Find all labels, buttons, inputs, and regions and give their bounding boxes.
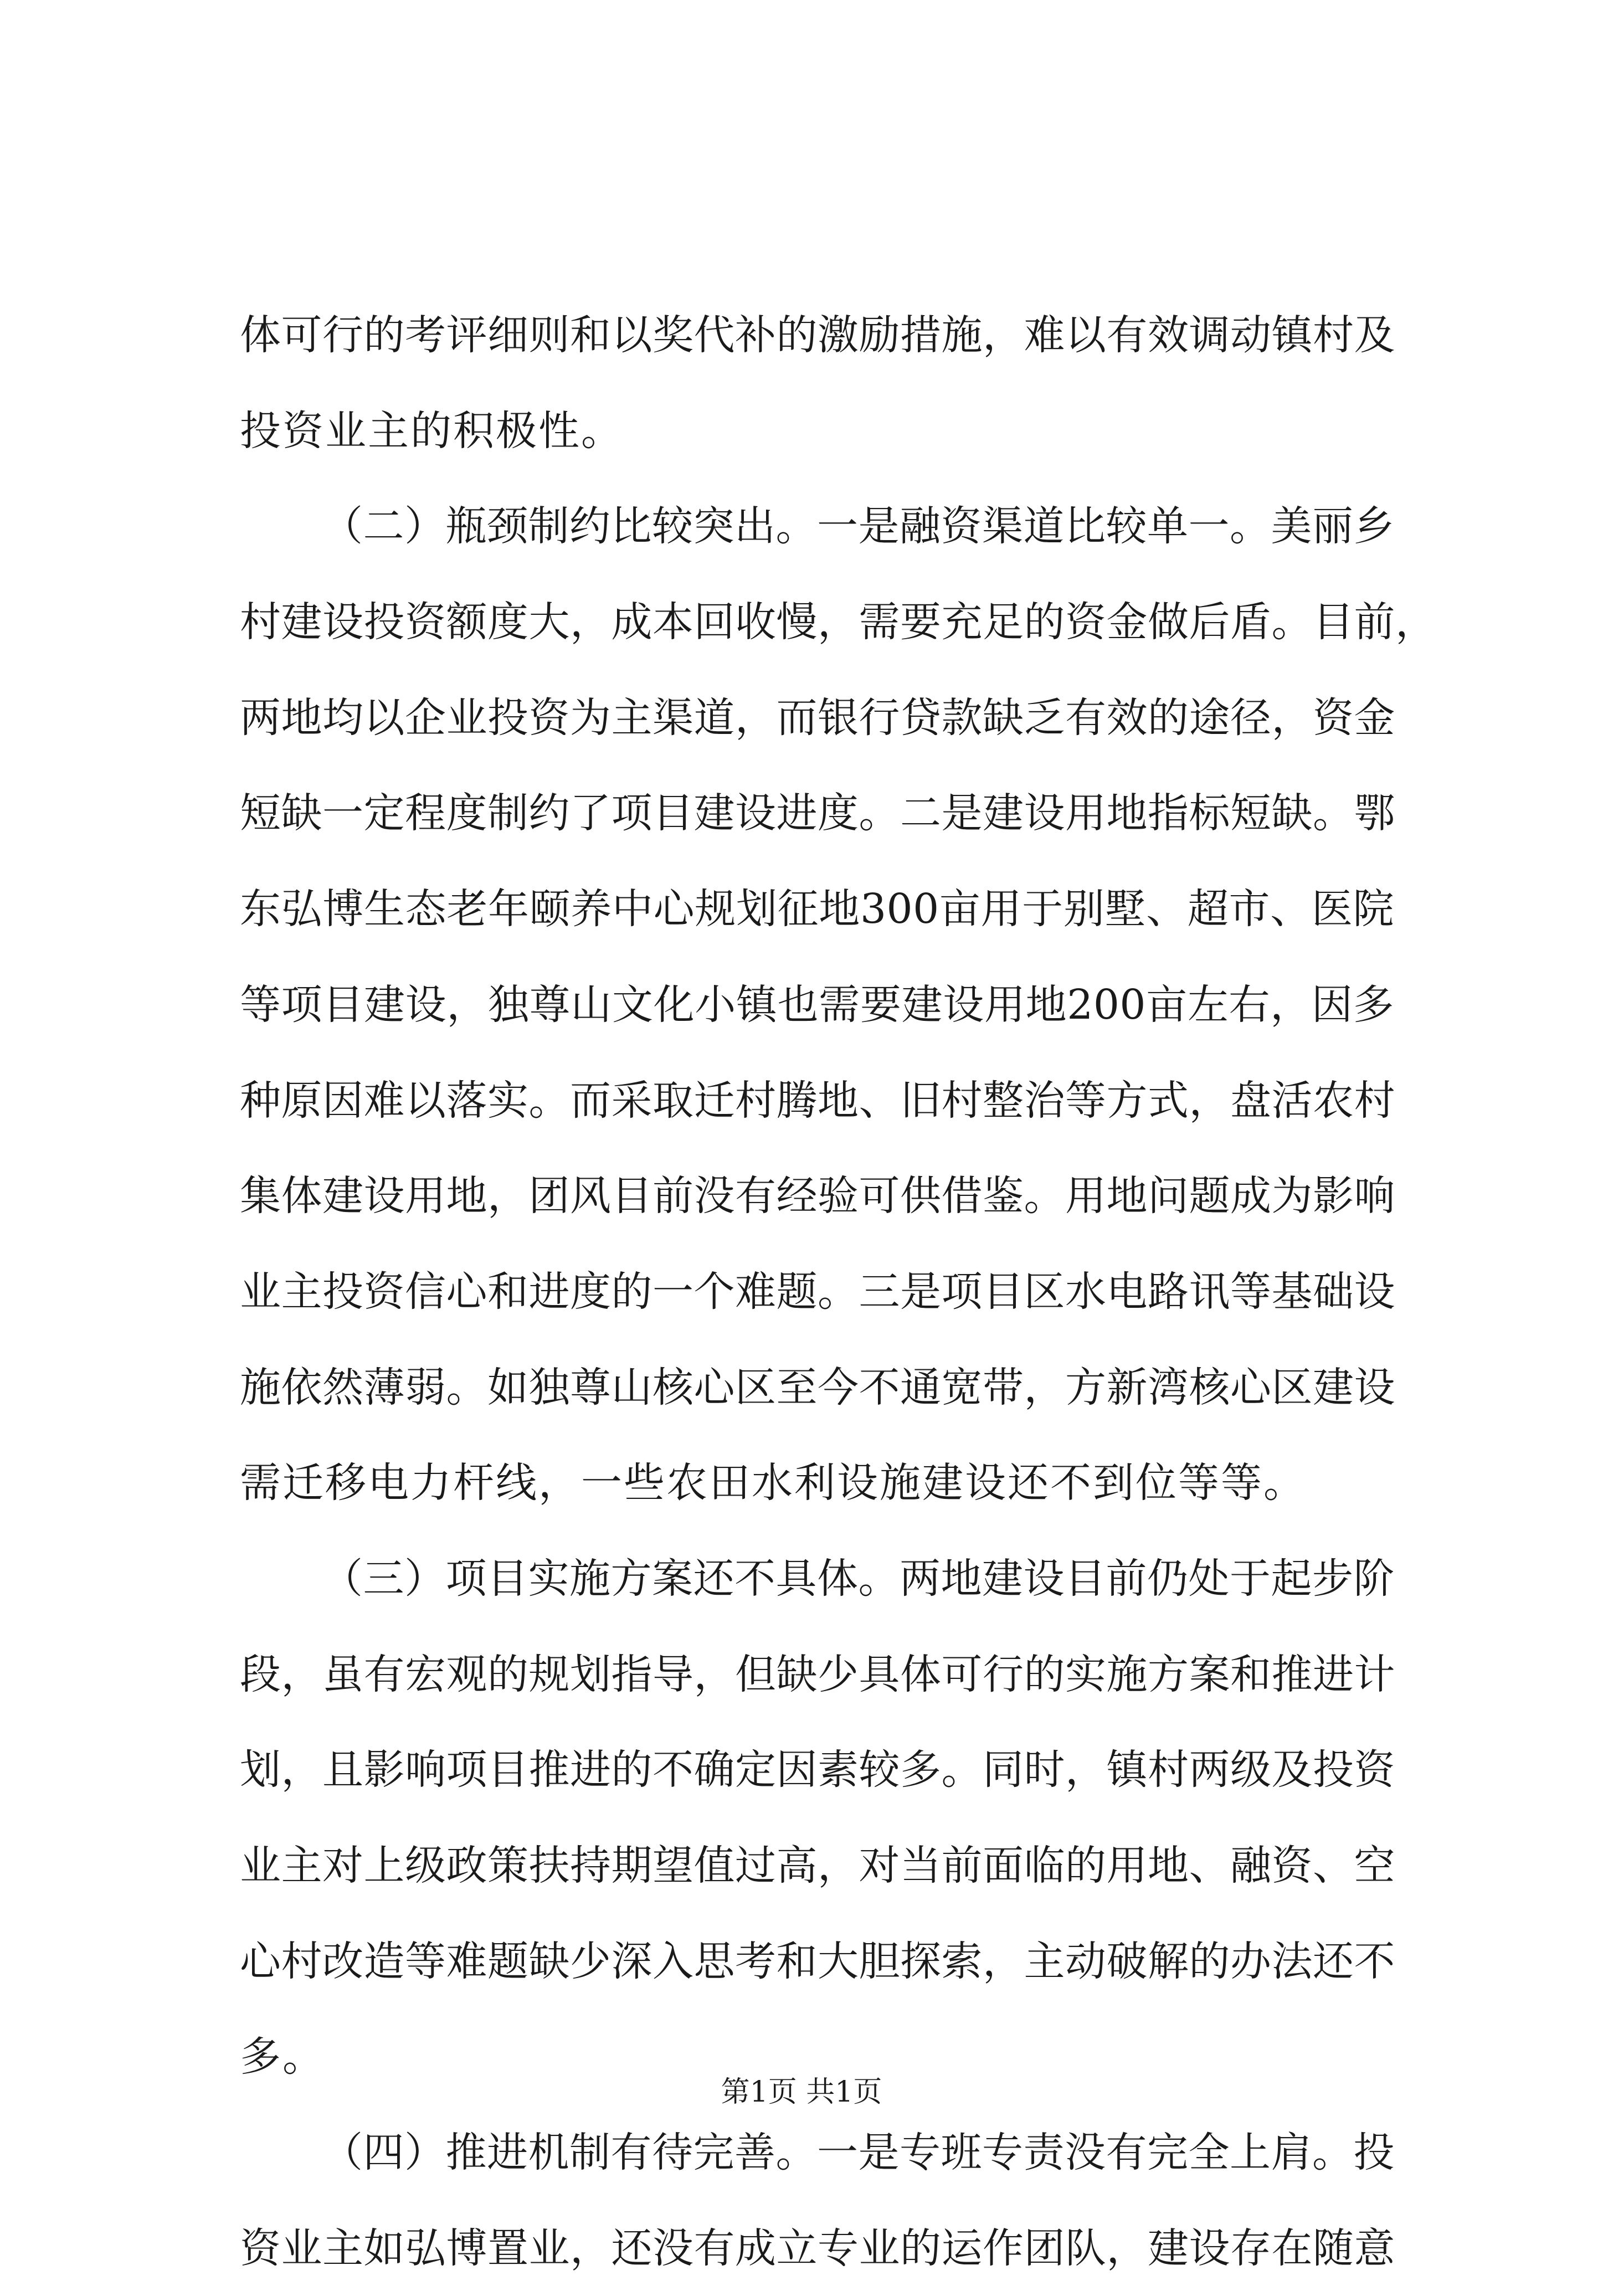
text-line: 资业主如弘博置业，还没有成立专业的运作团队，建设存在随意 — [240, 2224, 1395, 2272]
page-footer: 第1页 共1页 — [721, 2076, 882, 2109]
text-line: 业主对上级政策扶持期望值过高，对当前面临的用地、融资、空 — [240, 1842, 1395, 1889]
text-line: 心村改造等难题缺少深入思考和大胆探索，主动破解的办法还不 — [240, 1937, 1395, 1985]
paragraph-heading-line: （三）项目实施方案还不具体。两地建设目前仍处于起步阶 — [322, 1554, 1395, 1602]
text-line: 短缺一定程度制约了项目建设进度。二是建设用地指标短缺。鄂 — [240, 789, 1395, 838]
text-line: 划，且影响项目推进的不确定因素较多。同时，镇村两级及投资 — [240, 1746, 1395, 1794]
text-line: 东弘博生态老年颐养中心规划征地300亩用于别墅、超市、医院 — [240, 885, 1394, 933]
body-text — [240, 287, 1437, 2296]
paragraph-heading-line: （四）推进机制有待完善。一是专班专责没有完全上肩。投 — [322, 2129, 1395, 2177]
text-line: 体可行的考评细则和以奖代补的激励措施，难以有效调动镇村及 — [240, 311, 1395, 359]
text-line: 集体建设用地，团风目前没有经验可供借鉴。用地问题成为影响 — [240, 1172, 1395, 1220]
text-line: 等项目建设，独尊山文化小镇也需要建设用地200亩左右，因多 — [240, 980, 1394, 1029]
text-line: 需迁移电力杆线，一些农田水利设施建设还不到位等等。 — [240, 1459, 1306, 1507]
text-line: 两地均以企业投资为主渠道，而银行贷款缺乏有效的途径，资金 — [240, 694, 1395, 742]
paragraph-heading-line: （二）瓶颈制约比较突出。一是融资渠道比较单一。美丽乡 — [322, 502, 1395, 551]
text-line: 段，虽有宏观的规划指导，但缺少具体可行的实施方案和推进计 — [240, 1650, 1395, 1698]
text-line: 村建设投资额度大，成本回收慢，需要充足的资金做后盾。目前， — [240, 598, 1437, 646]
text-line: 业主投资信心和进度的一个难题。三是项目区水电路讯等基础设 — [240, 1267, 1395, 1316]
text-line: 施依然薄弱。如独尊山核心区至今不通宽带，方新湾核心区建设 — [240, 1363, 1395, 1411]
text-line: 多。 — [240, 2033, 325, 2081]
text-line: 投资业主的积极性。 — [240, 407, 624, 455]
text-line: 种原因难以落实。而采取迁村腾地、旧村整治等方式，盘活农村 — [240, 1076, 1395, 1124]
